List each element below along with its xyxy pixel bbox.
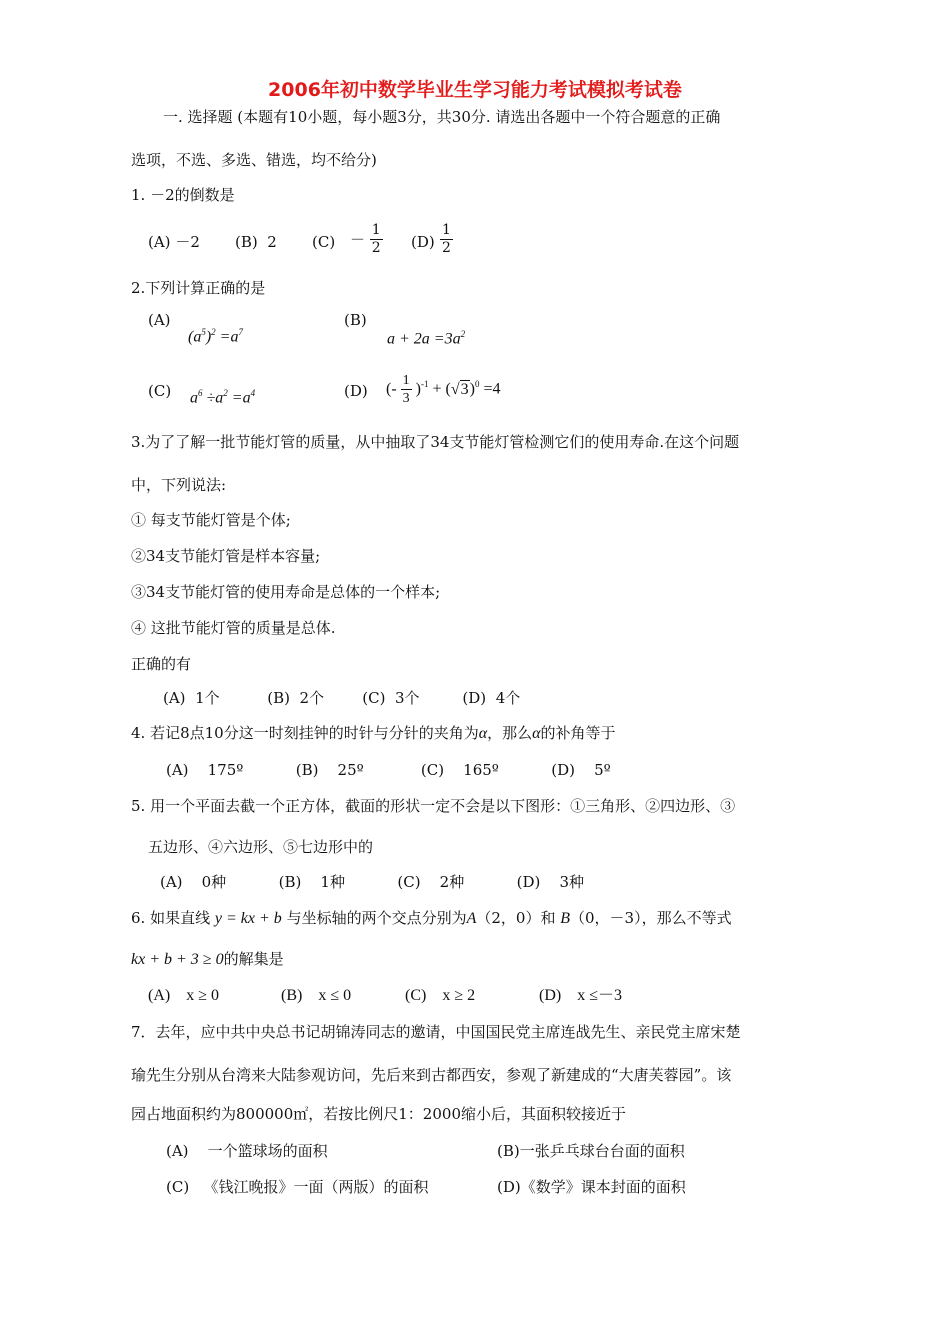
- q7-option-c: (C) 《钱江晚报》一面（两版）的面积: [166, 1178, 429, 1196]
- q2-option-d-expr: (- $\frac{1}{3}$ )$^{-1} + (√3)^0 =4$: [386, 373, 501, 406]
- q2-option-a-label: (A): [148, 311, 171, 329]
- q2-option-a-expr: $(a^5)^2 =a^7$: [188, 327, 243, 346]
- q6-option-c: (C) x ≥ 2: [405, 987, 476, 1004]
- page-title: 2006年初中数学毕业生学习能力考试模拟考试卷: [268, 79, 682, 101]
- q1-option-a: (A) －2: [148, 233, 200, 251]
- q2-option-b-label: (B): [344, 311, 367, 329]
- q3-statement-4: ④ 这批节能灯管的质量是总体.: [131, 619, 336, 637]
- q2-stem: 2.下列计算正确的是: [131, 279, 266, 297]
- q5-stem-line1: 5. 用一个平面去截一个正方体，截面的形状一定不会是以下图形：①三角形、②四边形、③: [131, 797, 736, 815]
- q6-option-b: (B) x ≤ 0: [281, 987, 352, 1004]
- q3-options: (A) 1个 (B) 2个 (C) 3个 (D) 4个: [163, 689, 521, 707]
- q3-statement-2: ②34支节能灯管是样本容量;: [131, 547, 321, 565]
- q1-option-d-value: $\frac{1}{2}$: [442, 222, 451, 256]
- section-instructions-line1: 一. 选择题 (本题有10小题，每小题3分，共30分. 请选出各题中一个符合题意的正确: [163, 108, 721, 126]
- q3-stem-line1: 3.为了了解一批节能灯管的质量，从中抽取了34支节能灯管检测它们的使用寿命.在这个问题: [131, 433, 740, 451]
- q6-stem-line1: 6. 如果直线 y = kx + b 与坐标轴的两个交点分别为A（2，0）和 B（0，－3），那么不等式: [131, 909, 732, 927]
- q3-statement-1: ① 每支节能灯管是个体;: [131, 511, 291, 529]
- q1-option-b: (B) 2: [235, 233, 277, 251]
- q3-statement-3: ③34支节能灯管的使用寿命是总体的一个样本;: [131, 583, 441, 601]
- q6-option-a: (A) x ≥ 0: [148, 987, 219, 1004]
- section-instructions-line2: 选项，不选、多选、错选，均不给分): [131, 151, 377, 169]
- q7-stem-line2: 瑜先生分别从台湾来大陆参观访问，先后来到古都西安，参观了新建成的“大唐芙蓉园”。该: [131, 1066, 732, 1084]
- q6-stem-line2: kx + b + 3 ≥ 0的解集是: [131, 950, 284, 968]
- q1-option-c-label: (C): [312, 233, 336, 251]
- q3-stem-line2: 中，下列说法:: [131, 476, 227, 494]
- q6-option-d: (D) x ≤－3: [539, 987, 622, 1004]
- q7-option-b: (B)一张乒乓球台台面的面积: [497, 1142, 685, 1160]
- q2-option-c-label: (C): [148, 382, 172, 400]
- q2-option-d-label: (D): [344, 382, 368, 400]
- q5-stem-line2: 五边形、④六边形、⑤七边形中的: [148, 838, 374, 856]
- q7-stem-line3: 园占地面积约为800000㎡，若按比例尺1：2000缩小后，其面积较接近于: [131, 1105, 626, 1123]
- q4-options: (A) 175º (B) 25º (C) 165º (D) 5º: [166, 761, 611, 779]
- q7-option-d: (D)《数学》课本封面的面积: [497, 1178, 686, 1196]
- q7-stem-line1: 7．去年，应中共中央总书记胡锦涛同志的邀请，中国国民党主席连战先生、亲民党主席宋楚: [131, 1023, 741, 1041]
- q4-stem: 4. 若记8点10分这一时刻挂钟的时针与分针的夹角为α，那么α的补角等于: [131, 724, 616, 742]
- q2-option-b-expr: $a + 2a =3a^2$: [387, 329, 466, 348]
- q2-option-c-expr: $a^6 \div a^2 =a^4$: [190, 388, 256, 407]
- q3-question: 正确的有: [131, 655, 192, 673]
- q5-options: (A) 0种 (B) 1种 (C) 2种 (D) 3种: [160, 873, 584, 891]
- q1-option-c-value: － $\frac{1}{2}$: [350, 222, 381, 256]
- q1-option-d-label: (D): [411, 233, 435, 251]
- q1-stem: 1. －2的倒数是: [131, 186, 235, 204]
- q7-option-a: (A) 一个篮球场的面积: [166, 1142, 328, 1160]
